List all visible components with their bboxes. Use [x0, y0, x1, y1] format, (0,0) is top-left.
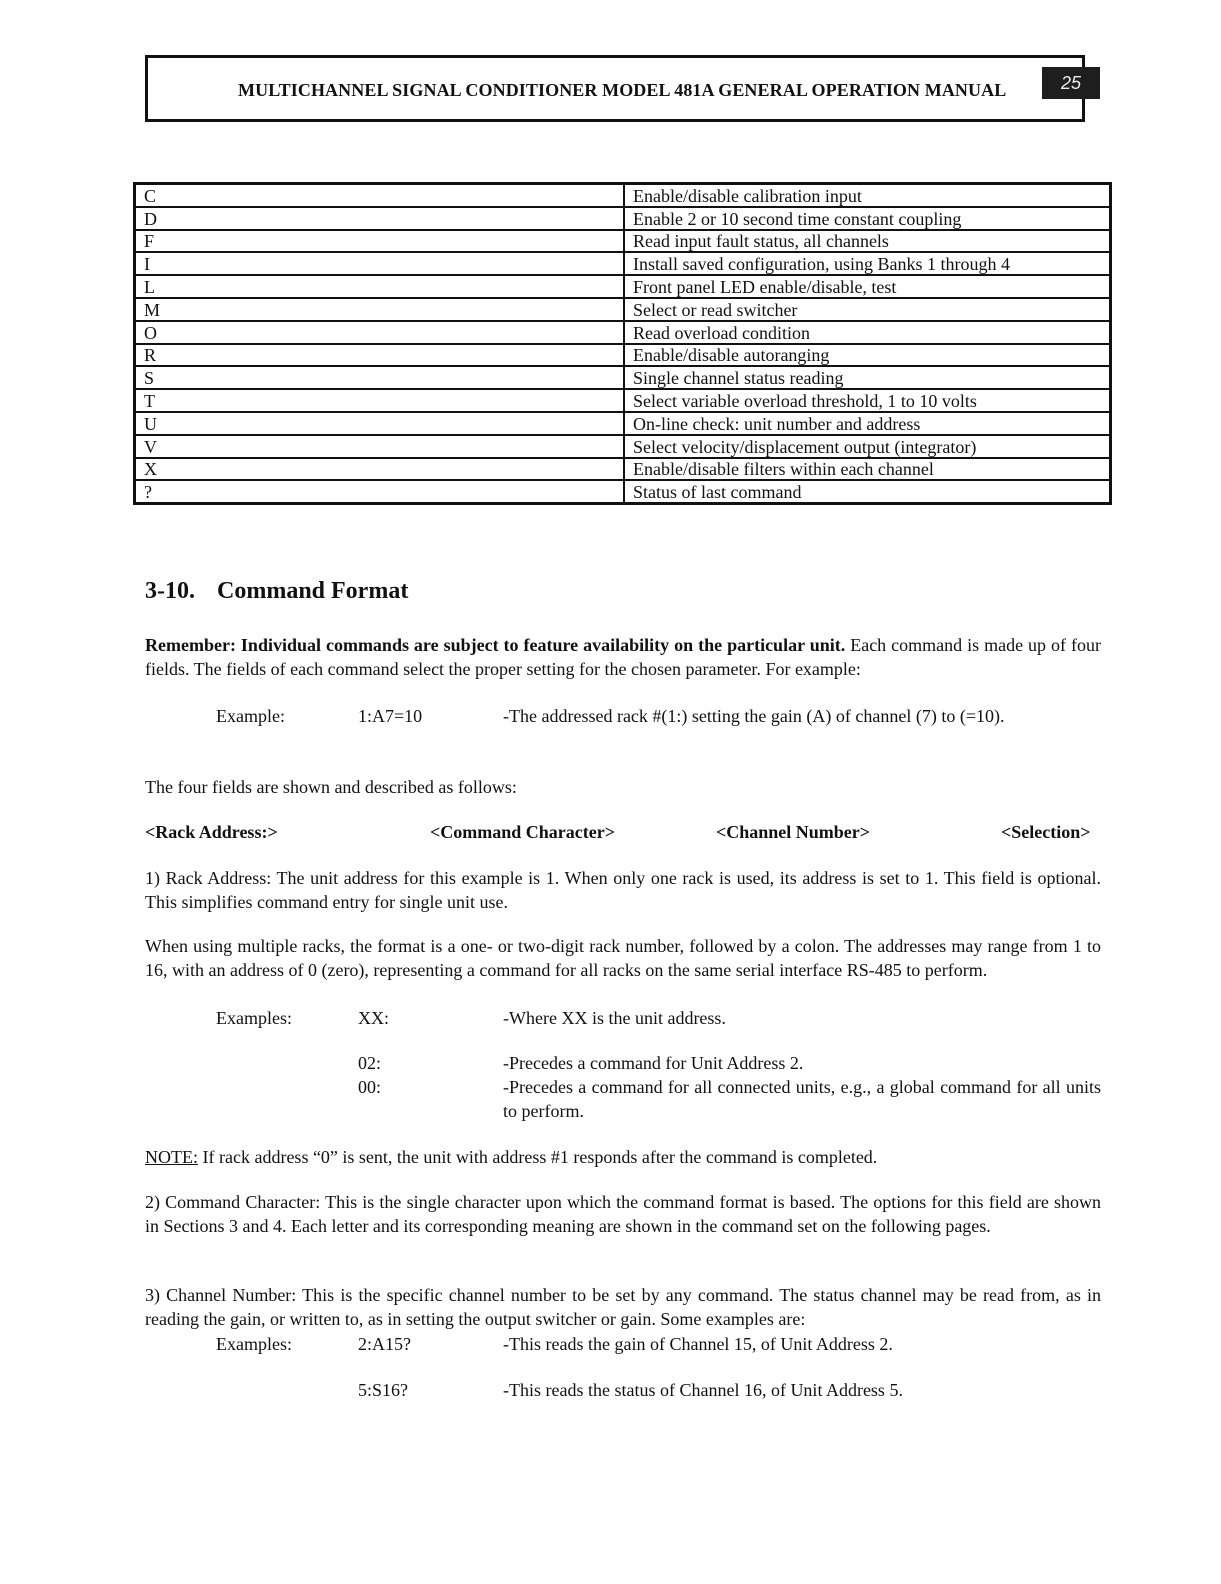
command-description: Select or read switcher	[624, 298, 1111, 321]
channel-number-paragraph: 3) Channel Number: This is the specific channel number to be set by any command. The status channel may be read from, as in reading the gain, or written to, as in setting the output switcher or gain. Some examples are:	[145, 1285, 1101, 1329]
table-row	[135, 298, 1111, 321]
table-row	[135, 435, 1111, 458]
command-description: Status of last command	[624, 480, 1111, 503]
table-row	[135, 230, 1111, 253]
rack-examples-label: Examples:	[216, 1008, 292, 1028]
command-table	[133, 182, 1112, 505]
table-row	[135, 480, 1111, 503]
table-row	[135, 207, 1111, 230]
rack-example-desc: -Precedes a command for Unit Address 2.	[503, 1053, 804, 1073]
command-key: ?	[135, 480, 625, 503]
command-description: Read overload condition	[624, 321, 1111, 344]
channel-example-code: 2:A15?	[358, 1334, 411, 1354]
note-paragraph	[145, 1145, 877, 1169]
command-key: U	[135, 412, 625, 435]
section-heading	[145, 578, 408, 605]
command-key: C	[135, 184, 625, 207]
page-header	[145, 55, 1085, 122]
rack-example-code: 02:	[358, 1053, 382, 1073]
command-description: Install saved configuration, using Banks 1 through 4	[624, 252, 1111, 275]
command-description: Front panel LED enable/disable, test	[624, 275, 1111, 298]
table-row	[135, 275, 1111, 298]
command-character-paragraph: 2) Command Character: This is the single character upon which the command format is based. The options for this field are shown in Sections 3 and 4. Each letter and its corresponding meaning are shown in the command set on the following pages.	[145, 1192, 1101, 1236]
command-key: L	[135, 275, 625, 298]
rack-example-code: 00:	[358, 1077, 382, 1097]
command-description: Enable 2 or 10 second time constant coupling	[624, 207, 1111, 230]
intro-paragraph	[145, 633, 1101, 681]
channel-example-desc: -This reads the gain of Channel 15, of Unit Address 2.	[503, 1334, 893, 1354]
intro-bold: Remember: Individual commands are subject to feature availability on the particular unit.	[145, 635, 846, 655]
command-description: Read input fault status, all channels	[624, 230, 1111, 253]
section-number: 3-10.	[145, 578, 195, 604]
table-row	[135, 184, 1111, 207]
command-key: V	[135, 435, 625, 458]
rack-example-desc: -Precedes a command for all connected units, e.g., a global command for all units to perform.	[503, 1077, 1101, 1121]
command-key: I	[135, 252, 625, 275]
command-key: R	[135, 344, 625, 367]
multiple-racks-paragraph: When using multiple racks, the format is a one- or two-digit rack number, followed by a colon. The addresses may range from 1 to 16, with an address of 0 (zero), representing a command for all racks on the same serial interface RS-485 to perform.	[145, 936, 1101, 980]
example-label: Example:	[216, 706, 285, 726]
command-key: S	[135, 366, 625, 389]
table-row	[135, 252, 1111, 275]
rack-example-code: XX:	[358, 1008, 389, 1028]
command-key: F	[135, 230, 625, 253]
field-rack-address: <Rack Address:>	[145, 822, 278, 842]
table-row	[135, 389, 1111, 412]
command-key: D	[135, 207, 625, 230]
example-code: 1:A7=10	[358, 706, 423, 726]
table-row	[135, 321, 1111, 344]
fields-intro: The four fields are shown and described as follows:	[145, 777, 517, 797]
table-row	[135, 366, 1111, 389]
note-label: NOTE:	[145, 1147, 198, 1167]
command-description: Enable/disable filters within each channel	[624, 458, 1111, 481]
table-row	[135, 344, 1111, 367]
intro-rest: Each command is made up of four fields. The fields of each command select the proper setting for the chosen parameter. For example:	[145, 635, 1101, 679]
command-key: M	[135, 298, 625, 321]
command-description: On-line check: unit number and address	[624, 412, 1111, 435]
section-title: Command Format	[217, 578, 409, 604]
header-title: MULTICHANNEL SIGNAL CONDITIONER MODEL 481A GENERAL OPERATION MANUAL	[238, 80, 1007, 100]
command-description: Single channel status reading	[624, 366, 1111, 389]
command-key: O	[135, 321, 625, 344]
table-row	[135, 412, 1111, 435]
field-command-character: <Command Character>	[430, 822, 615, 842]
command-key: T	[135, 389, 625, 412]
table-row	[135, 458, 1111, 481]
command-description: Enable/disable autoranging	[624, 344, 1111, 367]
page-number-badge: 25	[1042, 67, 1100, 99]
example-description: -The addressed rack #(1:) setting the gain (A) of channel (7) to (=10).	[503, 706, 1005, 726]
command-description: Enable/disable calibration input	[624, 184, 1111, 207]
channel-example-desc: -This reads the status of Channel 16, of Unit Address 5.	[503, 1380, 903, 1400]
rack-address-paragraph: 1) Rack Address: The unit address for this example is 1. When only one rack is used, its address is set to 1. This field is optional. This simplifies command entry for single unit use.	[145, 868, 1101, 912]
command-description: Select velocity/displacement output (integrator)	[624, 435, 1111, 458]
rack-example-desc: -Where XX is the unit address.	[503, 1008, 726, 1028]
command-key: X	[135, 458, 625, 481]
channel-example-code: 5:S16?	[358, 1380, 409, 1400]
field-channel-number: <Channel Number>	[716, 822, 871, 842]
command-description: Select variable overload threshold, 1 to 10 volts	[624, 389, 1111, 412]
note-text: If rack address “0” is sent, the unit with address #1 responds after the command is completed.	[198, 1147, 878, 1167]
channel-examples-label: Examples:	[216, 1334, 292, 1354]
field-selection: <Selection>	[1001, 822, 1091, 842]
